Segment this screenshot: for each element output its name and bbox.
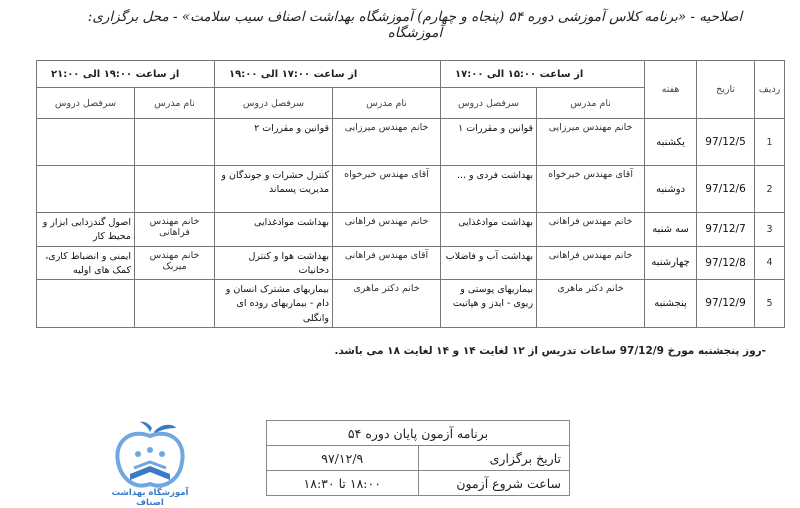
- header-slot-2: از ساعت ۱۷:۰۰ الی ۱۹:۰۰: [215, 61, 441, 88]
- teacher-cell: آقای مهندس خیرخواه: [537, 166, 645, 213]
- row-weekday: سه شنبه: [645, 213, 697, 247]
- row-date: 97/12/5: [697, 119, 755, 166]
- schedule-note: -روز پنجشنبه مورخ 97/12/9 ساعات تدریس از ۱۲ لغایت ۱۴ و ۱۴ لغایت ۱۸ می باشد.: [334, 345, 766, 357]
- row-date: 97/12/7: [697, 213, 755, 247]
- teacher-cell: آقای مهندس خیرخواه: [333, 166, 441, 213]
- row-date: 97/12/8: [697, 246, 755, 280]
- topic-cell: بیماریهای مشترک انسان و دام - بیماریهای روده ای وانگلی: [215, 280, 333, 328]
- logo-caption: آموزشگاه بهداشت اصناف: [111, 488, 189, 508]
- topic-cell: [37, 119, 135, 166]
- row-number: 2: [755, 166, 785, 213]
- teacher-cell: [135, 166, 215, 213]
- row-weekday: دوشنبه: [645, 166, 697, 213]
- topic-cell: بیماریهای پوستی و ریوی - ایدز و هپاتیت: [441, 280, 537, 328]
- subheader-teacher: نام مدرس: [537, 88, 645, 119]
- row-number: 3: [755, 213, 785, 247]
- exam-date-row: [267, 446, 570, 471]
- row-number: 5: [755, 280, 785, 328]
- table-row: [37, 166, 785, 213]
- table-row: [37, 213, 785, 247]
- table-row: [37, 280, 785, 328]
- row-date: 97/12/9: [697, 280, 755, 328]
- teacher-cell: خانم مهندس میرزایی: [537, 119, 645, 166]
- teacher-cell: خانم مهندس میرزایی: [333, 119, 441, 166]
- exam-date-label: تاریخ برگزاری: [418, 446, 570, 471]
- subheader-teacher: نام مدرس: [333, 88, 441, 119]
- subheader-topic: سرفصل دروس: [37, 88, 135, 119]
- exam-time-label: ساعت شروع آزمون: [418, 471, 570, 496]
- exam-table: [266, 420, 570, 496]
- row-weekday: چهارشنبه: [645, 246, 697, 280]
- teacher-cell: آقای مهندس فراهانی: [333, 246, 441, 280]
- header-weekday: هفته: [645, 61, 697, 119]
- header-row-num: ردیف: [755, 61, 785, 119]
- topic-cell: بهداشت هوا و کنترل دخانیات: [215, 246, 333, 280]
- row-weekday: پنجشنبه: [645, 280, 697, 328]
- header-date: تاریخ: [697, 61, 755, 119]
- topic-cell: بهداشت فردی و ...: [441, 166, 537, 213]
- subheader-topic: سرفصل دروس: [215, 88, 333, 119]
- header-slot-1: از ساعت ۱۵:۰۰ الی ۱۷:۰۰: [441, 61, 645, 88]
- exam-date-value: ۹۷/۱۲/۹: [267, 446, 419, 471]
- row-number: 1: [755, 119, 785, 166]
- topic-cell: بهداشت موادغذایی: [441, 213, 537, 247]
- exam-title: برنامه آزمون پایان دوره ۵۴: [267, 421, 570, 446]
- topic-cell: بهداشت آب و فاضلاب: [441, 246, 537, 280]
- teacher-cell: [135, 280, 215, 328]
- teacher-cell: خانم مهندس فراهانی: [135, 213, 215, 247]
- topic-cell: قوانین و مقررات ۲: [215, 119, 333, 166]
- row-date: 97/12/6: [697, 166, 755, 213]
- table-row: [37, 246, 785, 280]
- teacher-cell: خانم مهندس میربک: [135, 246, 215, 280]
- topic-cell: ایمنی و انضباط کاری، کمک های اولیه: [37, 246, 135, 280]
- topic-cell: [37, 280, 135, 328]
- exam-time-row: [267, 471, 570, 496]
- row-number: 4: [755, 246, 785, 280]
- teacher-cell: خانم مهندس فراهانی: [537, 213, 645, 247]
- document-title: اصلاحیه - «برنامه کلاس آموزشی دوره ۵۴ (پنجاه و چهارم) آموزشگاه بهداشت اصناف سیب سلامت» - محل برگزاری: آموزشگاه: [87, 9, 743, 41]
- subheader-topic: سرفصل دروس: [441, 88, 537, 119]
- teacher-cell: [135, 119, 215, 166]
- topic-cell: اصول گندزدایی ابزار و محیط کار: [37, 213, 135, 247]
- teacher-cell: خانم مهندس فراهانی: [333, 213, 441, 247]
- topic-cell: بهداشت موادغذایی: [215, 213, 333, 247]
- row-weekday: یکشنبه: [645, 119, 697, 166]
- header-row: [37, 61, 785, 88]
- topic-cell: [37, 166, 135, 213]
- subheader-teacher: نام مدرس: [135, 88, 215, 119]
- table-row: [37, 119, 785, 166]
- teacher-cell: خانم دکتر ماهری: [333, 280, 441, 328]
- header-slot-3: از ساعت ۱۹:۰۰ الی ۲۱:۰۰: [37, 61, 215, 88]
- exam-time-value: ۱۸:۰۰ تا ۱۸:۳۰: [267, 471, 419, 496]
- schedule-table: [36, 60, 785, 328]
- topic-cell: قوانین و مقررات ۱: [441, 119, 537, 166]
- exam-title-row: [267, 421, 570, 446]
- teacher-cell: خانم مهندس فراهانی: [537, 246, 645, 280]
- topic-cell: کنترل حشرات و جوندگان و مدیریت پسماند: [215, 166, 333, 213]
- teacher-cell: خانم دکتر ماهری: [537, 280, 645, 328]
